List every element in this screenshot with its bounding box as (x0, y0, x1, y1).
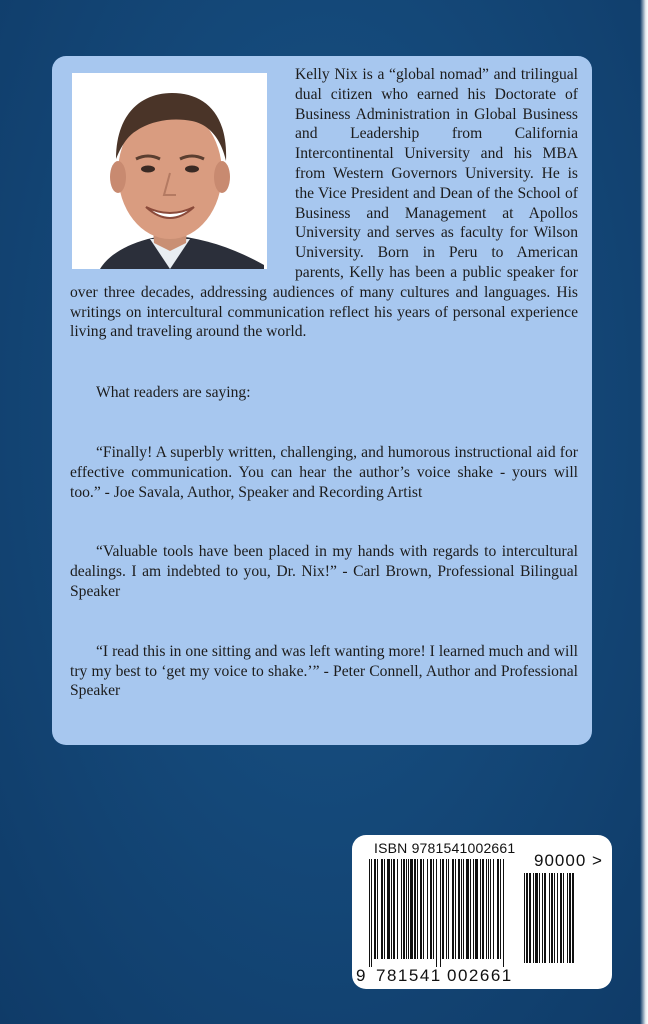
barcode-bar (554, 873, 555, 963)
barcode-bar (503, 859, 504, 967)
barcode-bar (442, 859, 444, 959)
barcode-bar (539, 873, 540, 963)
barcode-bar (397, 859, 398, 959)
barcode-bar (461, 859, 462, 959)
barcode-bar (542, 873, 543, 963)
author-portrait-image (72, 73, 267, 269)
barcode-bar (423, 859, 424, 959)
addon-barcode-bars (524, 873, 594, 969)
ean-right-digits: 002661 (447, 966, 513, 985)
ean-first-digit: 9 (356, 966, 366, 985)
barcode-bar (410, 859, 413, 959)
barcode-bar (452, 859, 454, 959)
author-bio: Kelly Nix is a “global nomad” and trilingual dual citizen who earned his Doctorate of Business Administration in Global Business and Leadership from California Intercontinental University and his MBA from Western Governors University. He is the Vice President and Dean of the School of Business and Management at Apollos University and serves as faculty for Wilson University. Born in Peru to American parents, Kelly has been a public speaker for over three decades, addressing audiences of many cultures and languages. His writings on intercultural communication reflect his years of personal experience living and traveling around the world. (70, 66, 578, 341)
barcode-bar (371, 859, 372, 967)
barcode-bar (455, 859, 456, 959)
barcode-bar (381, 859, 383, 959)
barcode-bar (488, 859, 489, 959)
ean-left-digits: 781541 (376, 966, 442, 985)
barcode-bar (401, 859, 402, 959)
barcode-bar (529, 873, 531, 963)
barcode-bar (533, 873, 534, 963)
barcode-bar (387, 859, 390, 959)
barcode-bar (384, 859, 385, 959)
page-edge (640, 0, 648, 1024)
barcode-bar (463, 859, 464, 959)
ean-barcode-bars (369, 859, 519, 969)
text-panel (52, 56, 592, 745)
barcode-bar (475, 859, 478, 959)
barcode-bar (408, 859, 409, 959)
isbn-label: ISBN 9781541002661 (374, 840, 516, 856)
barcode-bar (486, 859, 487, 959)
review-quote: “Valuable tools have been placed in my hands with regards to intercultural dealings. I am indebted to you, Dr. Nix!” - Carl Brown, Professional Bilingual Speaker (70, 543, 578, 600)
barcode-bar (470, 859, 471, 959)
barcode-bar (569, 873, 571, 963)
barcode-bar (417, 859, 418, 959)
barcode-bar (430, 859, 432, 959)
barcode-bar (406, 859, 407, 959)
barcode-bar (458, 859, 460, 959)
barcode-bar (563, 873, 564, 963)
barcode-bar (436, 859, 437, 967)
reviews-heading: What readers are saying: (96, 384, 251, 402)
barcode-bar (497, 859, 499, 959)
barcode-bar (524, 873, 525, 963)
barcode-bar (490, 859, 491, 959)
barcode-bar (374, 859, 376, 959)
barcode-bar (493, 859, 494, 959)
barcode-bar (482, 859, 484, 959)
barcode-bar (544, 873, 546, 963)
barcode-bar (567, 873, 568, 963)
price-arrow: > (592, 851, 602, 870)
price-code: 90000 (534, 851, 587, 870)
barcode-bar (526, 873, 528, 963)
review-quote: “I read this in one sitting and was left wanting more! I learned much and will try my best to ‘get my voice to shake.’” - Peter Connell, Author and Professional Speaker (70, 642, 578, 700)
barcode-bar (551, 873, 553, 963)
barcode-bar (560, 873, 562, 963)
review-quote: “Finally! A superbly written, challenging, and humorous instructional aid for effective communication. You can hear the author’s voice shake - yours will too.” - Joe Savala, Author, Speaker and Recording Artist (70, 443, 578, 501)
barcode-bar (572, 873, 574, 963)
barcode-bar (377, 859, 378, 959)
barcode-bar (420, 859, 422, 959)
barcode-bar (473, 859, 474, 959)
isbn-barcode (352, 835, 612, 989)
barcode-bar (391, 859, 392, 959)
barcode-bar (440, 859, 441, 967)
barcode-bar (448, 859, 449, 959)
barcode-bar (557, 873, 558, 963)
barcode-bar (427, 859, 428, 959)
barcode-bar (466, 859, 469, 959)
barcode-bar (414, 859, 416, 959)
barcode-bar (369, 859, 370, 967)
barcode-bar (480, 859, 481, 959)
barcode-bar (535, 873, 538, 963)
barcode-bar (403, 859, 405, 959)
barcode-bar (393, 859, 395, 959)
barcode-bar (446, 859, 447, 959)
author-photo (72, 73, 267, 269)
barcode-bar (500, 859, 501, 959)
barcode-bar (433, 859, 434, 959)
barcode-bar (549, 873, 550, 963)
